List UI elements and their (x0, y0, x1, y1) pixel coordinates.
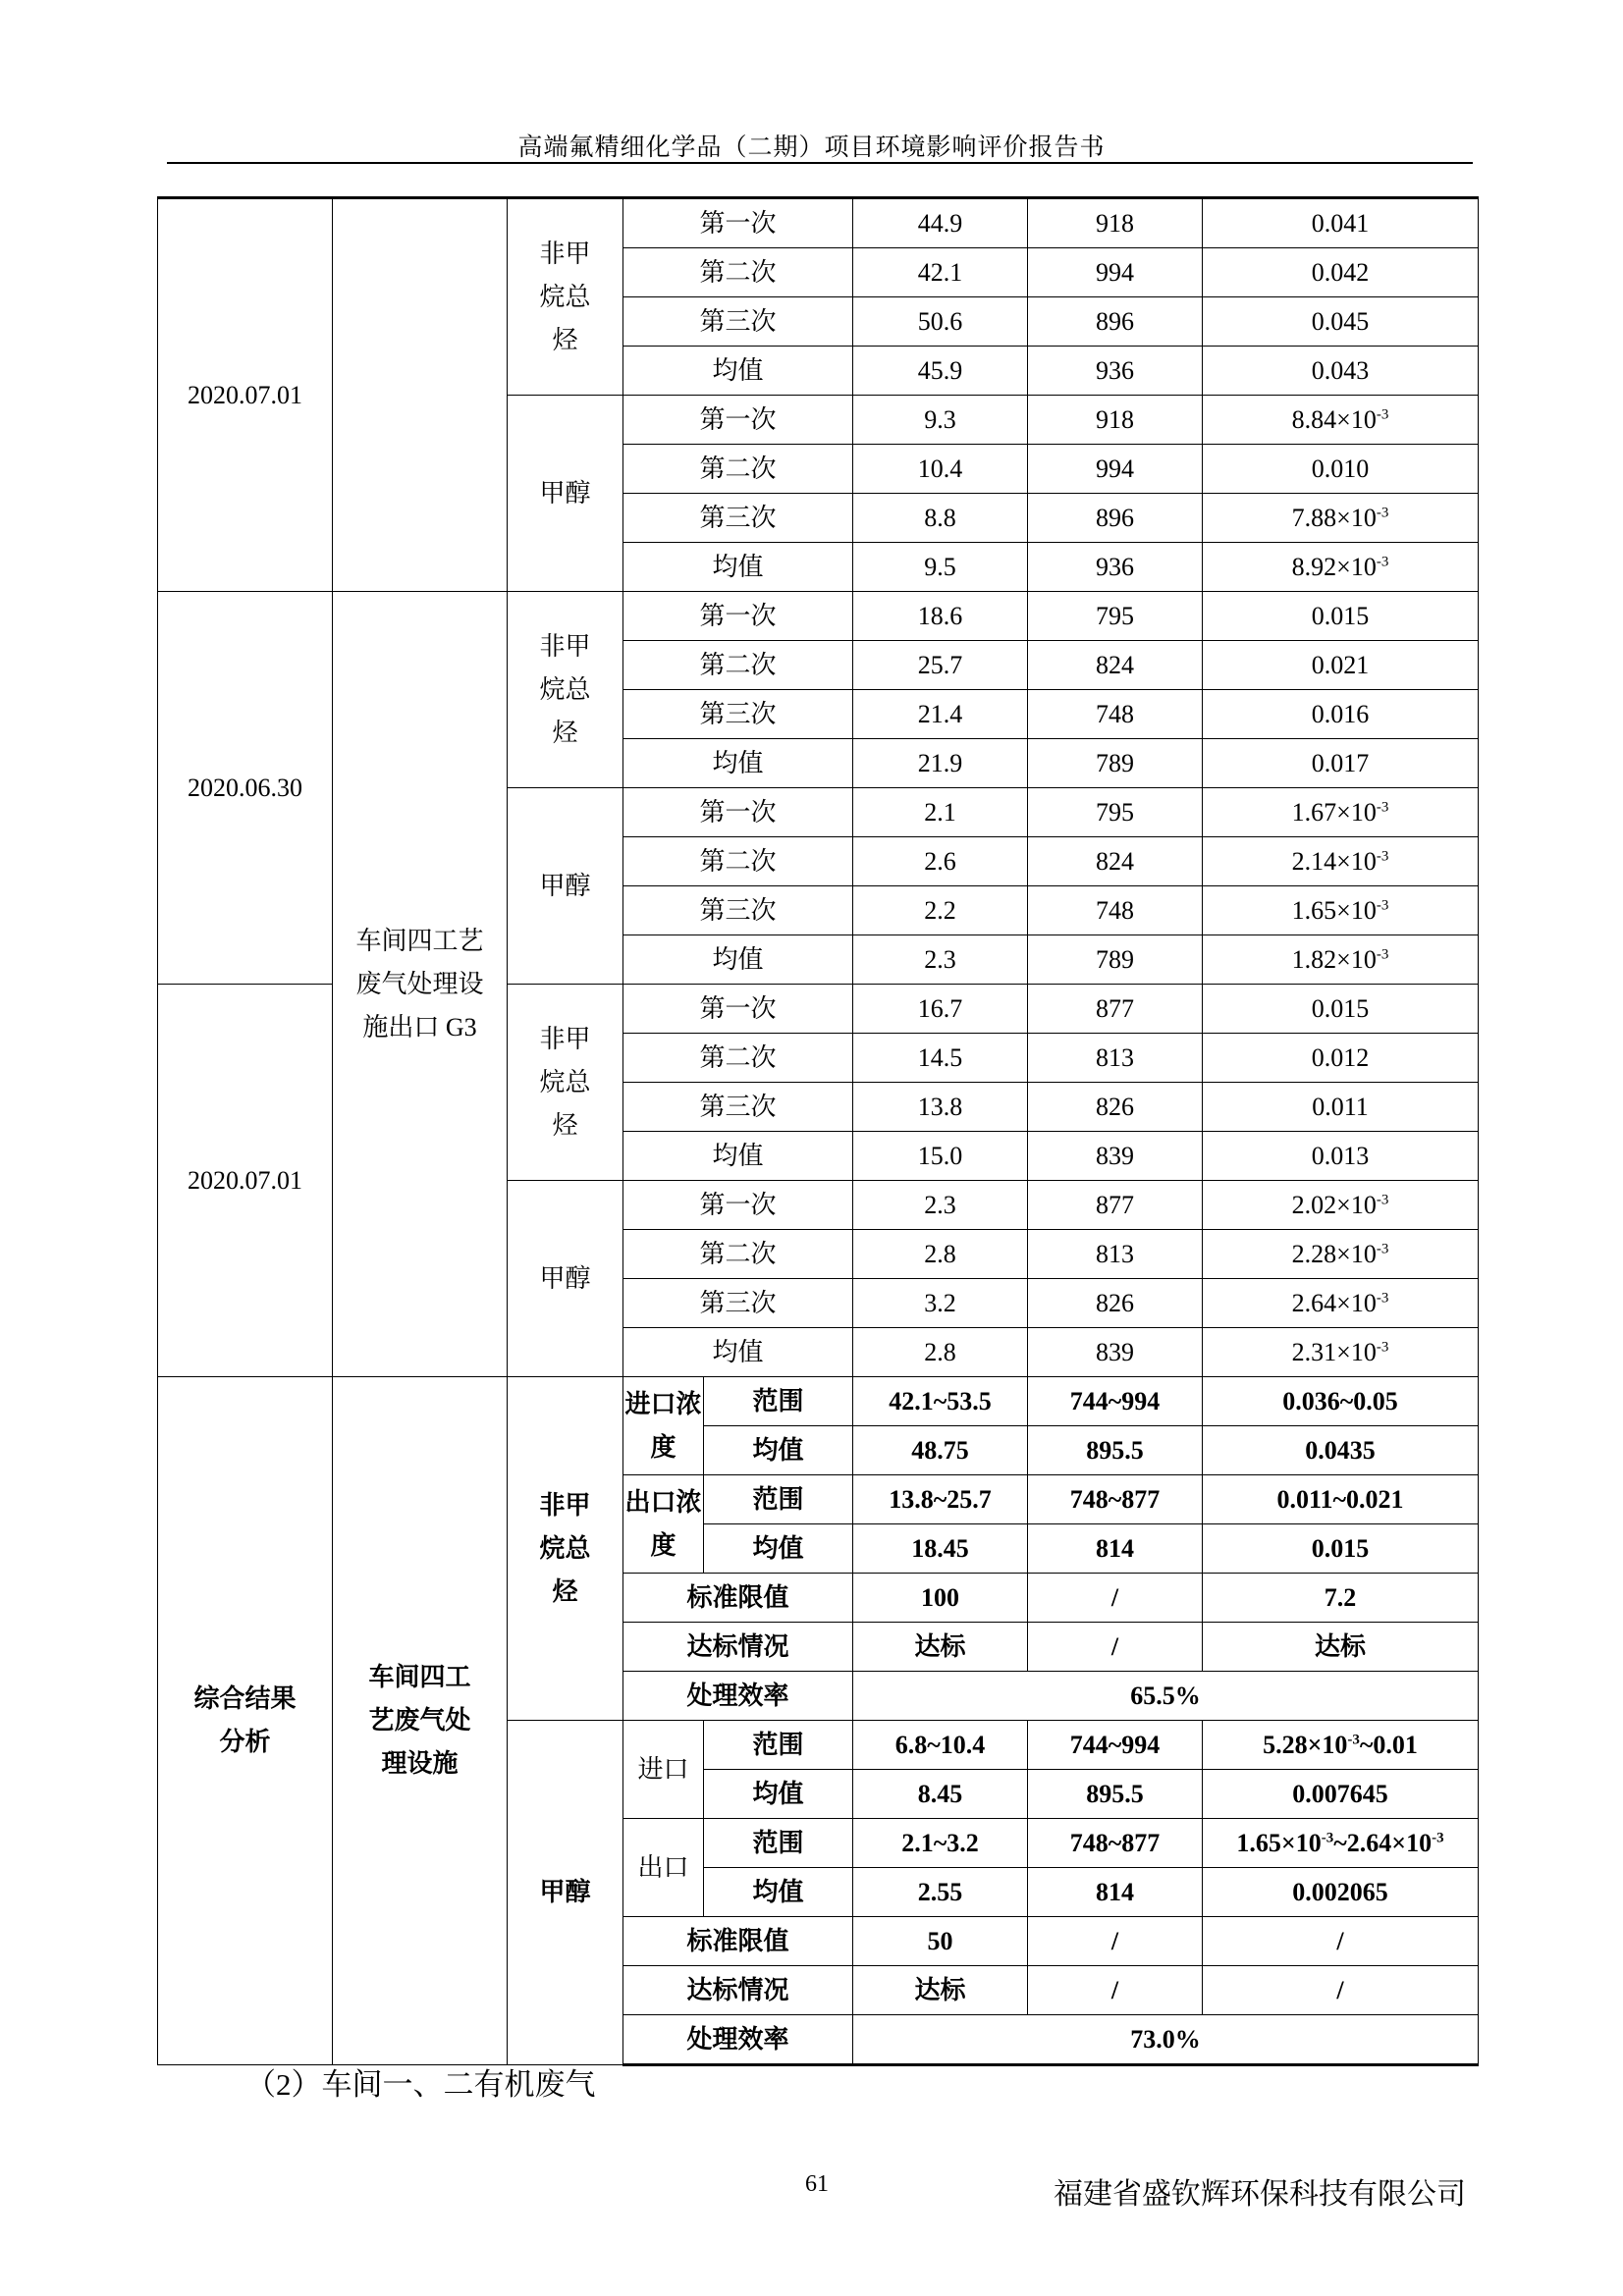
concentration-cell: 16.7 (853, 985, 1028, 1034)
footer-company: 福建省盛钦辉环保科技有限公司 (1054, 2178, 1466, 2211)
cell-text-line: 烃 (552, 1576, 578, 1606)
summary-value-cell: / (1028, 1623, 1203, 1672)
cell-text-line: 非甲 (539, 239, 591, 268)
standard-limit-label: 标准限值 (623, 1917, 853, 1966)
inlet-cell: 进口 (623, 1721, 704, 1819)
concentration-cell: 21.4 (853, 690, 1028, 739)
emission-rate-cell: 0.042 (1203, 248, 1479, 297)
summary-value-cell: 13.8~25.7 (853, 1475, 1028, 1524)
flow-rate-cell: 839 (1028, 1328, 1203, 1377)
mean-label-cell: 均值 (704, 1426, 853, 1475)
value-base: 1.65×10 (1236, 1828, 1322, 1857)
sample-date-cell: 2020.07.01 (158, 985, 333, 1377)
concentration-cell: 2.8 (853, 1230, 1028, 1279)
summary-value-cell: 895.5 (1028, 1426, 1203, 1475)
sample-label-cell: 均值 (623, 1328, 853, 1377)
sample-label-cell: 第二次 (623, 248, 853, 297)
sample-label-cell: 第一次 (623, 198, 853, 248)
concentration-cell: 50.6 (853, 297, 1028, 347)
efficiency-label: 处理效率 (623, 2015, 853, 2065)
monitoring-results-table (157, 196, 1479, 2066)
concentration-cell: 14.5 (853, 1034, 1028, 1083)
range-label-cell: 范围 (704, 1475, 853, 1524)
sample-label-cell: 第三次 (623, 886, 853, 935)
concentration-cell: 42.1 (853, 248, 1028, 297)
mean-label-cell: 均值 (704, 1868, 853, 1917)
summary-value-cell: 50 (853, 1917, 1028, 1966)
flow-rate-cell: 824 (1028, 837, 1203, 886)
flow-rate-cell: 918 (1028, 396, 1203, 445)
summary-value-cell: 0.007645 (1203, 1770, 1479, 1819)
facility-cell (333, 592, 508, 1377)
cell-text-line: 非甲 (539, 631, 591, 661)
sample-label-cell: 均值 (623, 739, 853, 788)
summary-value-cell: 748~877 (1028, 1475, 1203, 1524)
cell-text-line: 施出口 G3 (362, 1012, 477, 1041)
cell-text-line: 烷总 (539, 1533, 591, 1563)
summary-value-cell (1203, 1721, 1479, 1770)
value-exponent: -3 (1376, 896, 1389, 913)
concentration-cell: 2.1 (853, 788, 1028, 837)
flow-rate-cell: 936 (1028, 543, 1203, 592)
summary-value-cell: 达标 (1203, 1623, 1479, 1672)
emission-rate-cell (1203, 1181, 1479, 1230)
value-exponent: -3 (1347, 1731, 1360, 1747)
flow-rate-cell: 824 (1028, 641, 1203, 690)
summary-label-cell (158, 1377, 333, 2065)
summary-value-cell: 0.002065 (1203, 1868, 1479, 1917)
value-base: 2.14×10 (1291, 846, 1377, 876)
summary-value-cell: 0.015 (1203, 1524, 1479, 1574)
concentration-cell: 3.2 (853, 1279, 1028, 1328)
summary-value-cell: / (1028, 1574, 1203, 1623)
emission-rate-cell: 0.017 (1203, 739, 1479, 788)
flow-rate-cell: 896 (1028, 297, 1203, 347)
value-base: 0.010 (1311, 454, 1370, 483)
emission-rate-cell: 0.015 (1203, 985, 1479, 1034)
emission-rate-cell (1203, 788, 1479, 837)
value-exponent: -3 (1321, 1829, 1334, 1845)
value-base: ~0.01 (1359, 1730, 1418, 1759)
summary-value-cell: / (1028, 1917, 1203, 1966)
page-number: 61 (805, 2171, 829, 2197)
emission-rate-cell (1203, 543, 1479, 592)
flow-rate-cell: 748 (1028, 690, 1203, 739)
flow-rate-cell: 748 (1028, 886, 1203, 935)
summary-value-cell: 7.2 (1203, 1574, 1479, 1623)
concentration-cell: 2.3 (853, 935, 1028, 985)
summary-value-cell: 2.1~3.2 (853, 1819, 1028, 1868)
value-base: 8.84×10 (1291, 404, 1377, 434)
sample-date-cell: 2020.07.01 (158, 198, 333, 592)
summary-value-cell: 0.0435 (1203, 1426, 1479, 1475)
flow-rate-cell: 813 (1028, 1230, 1203, 1279)
summary-value-cell: 814 (1028, 1524, 1203, 1574)
concentration-cell: 9.5 (853, 543, 1028, 592)
summary-value-cell: 达标 (853, 1623, 1028, 1672)
emission-rate-cell: 0.012 (1203, 1034, 1479, 1083)
value-base: 5.28×10 (1263, 1730, 1348, 1759)
summary-value-cell: 42.1~53.5 (853, 1377, 1028, 1426)
sample-label-cell: 第三次 (623, 494, 853, 543)
value-base: 7.88×10 (1291, 503, 1377, 532)
sample-label-cell: 均值 (623, 935, 853, 985)
sample-label-cell: 第一次 (623, 985, 853, 1034)
cell-text-line: 进口浓 (624, 1389, 702, 1418)
value-exponent: -3 (1432, 1829, 1444, 1845)
value-base: 2.31×10 (1291, 1337, 1377, 1366)
cell-text-line: 烷总 (539, 282, 591, 311)
outlet-cell: 出口 (623, 1819, 704, 1917)
sample-date-cell: 2020.06.30 (158, 592, 333, 985)
compliance-label: 达标情况 (623, 1623, 853, 1672)
pollutant-cell-methanol: 甲醇 (508, 1181, 623, 1377)
summary-value-cell: 748~877 (1028, 1819, 1203, 1868)
sample-label-cell: 均值 (623, 543, 853, 592)
sample-label-cell: 第二次 (623, 641, 853, 690)
value-exponent: -3 (1376, 945, 1389, 962)
summary-value-cell: 814 (1028, 1868, 1203, 1917)
value-base: 2.64×10 (1291, 1288, 1377, 1317)
summary-facility-cell (333, 1377, 508, 2065)
flow-rate-cell: 896 (1028, 494, 1203, 543)
pollutant-cell-nmhc (508, 592, 623, 788)
outlet-concentration-cell (623, 1475, 704, 1574)
cell-text-line: 度 (650, 1432, 676, 1462)
emission-rate-cell: 0.043 (1203, 347, 1479, 396)
concentration-cell: 10.4 (853, 445, 1028, 494)
summary-value-cell: 2.55 (853, 1868, 1028, 1917)
emission-rate-cell: 0.016 (1203, 690, 1479, 739)
summary-value-cell: 48.75 (853, 1426, 1028, 1475)
summary-pollutant-nmhc (508, 1377, 623, 1721)
emission-rate-cell: 0.013 (1203, 1132, 1479, 1181)
emission-rate-cell (1203, 886, 1479, 935)
flow-rate-cell: 839 (1028, 1132, 1203, 1181)
cell-text-line: 非甲 (539, 1490, 591, 1520)
cell-text-line: 车间四工 (368, 1663, 471, 1691)
emission-rate-cell: 0.041 (1203, 198, 1479, 248)
efficiency-value: 73.0% (853, 2015, 1479, 2065)
concentration-cell: 15.0 (853, 1132, 1028, 1181)
summary-value-cell: 744~994 (1028, 1377, 1203, 1426)
value-exponent: -3 (1376, 504, 1389, 520)
emission-rate-cell (1203, 1328, 1479, 1377)
standard-limit-label: 标准限值 (623, 1574, 853, 1623)
value-exponent: -3 (1376, 798, 1389, 815)
cell-text-line: 烷总 (539, 1067, 591, 1096)
concentration-cell: 13.8 (853, 1083, 1028, 1132)
sample-label-cell: 第一次 (623, 788, 853, 837)
cell-text-line: 烃 (552, 1110, 578, 1140)
summary-value-cell: 100 (853, 1574, 1028, 1623)
value-exponent: -3 (1376, 1240, 1389, 1256)
inlet-concentration-cell (623, 1377, 704, 1475)
sample-label-cell: 第三次 (623, 1083, 853, 1132)
header-rule (167, 162, 1473, 164)
concentration-cell: 2.2 (853, 886, 1028, 935)
cell-text-line: 出口浓 (624, 1487, 702, 1517)
document-header-title: 高端氟精细化学品（二期）项目环境影响评价报告书 (517, 134, 1106, 161)
concentration-cell: 2.8 (853, 1328, 1028, 1377)
cell-text-line: 理设施 (381, 1749, 459, 1778)
cell-text-line: 车间四工艺 (355, 926, 484, 955)
pollutant-cell-methanol: 甲醇 (508, 396, 623, 592)
table-row (158, 592, 1479, 641)
flow-rate-cell: 795 (1028, 788, 1203, 837)
value-base: ~2.64×10 (1333, 1828, 1433, 1857)
flow-rate-cell: 877 (1028, 985, 1203, 1034)
summary-value-cell: 895.5 (1028, 1770, 1203, 1819)
flow-rate-cell: 826 (1028, 1083, 1203, 1132)
summary-value-cell: / (1028, 1966, 1203, 2015)
range-label-cell: 范围 (704, 1721, 853, 1770)
value-exponent: -3 (1376, 405, 1389, 422)
cell-text-line: 分析 (219, 1728, 271, 1756)
concentration-cell: 45.9 (853, 347, 1028, 396)
concentration-cell: 8.8 (853, 494, 1028, 543)
summary-value-cell: 达标 (853, 1966, 1028, 2015)
summary-value-cell: 0.036~0.05 (1203, 1377, 1479, 1426)
value-base: 1.67×10 (1291, 797, 1377, 827)
emission-rate-cell (1203, 1230, 1479, 1279)
sample-label-cell: 第三次 (623, 297, 853, 347)
cell-text-line: 综合结果 (193, 1684, 297, 1713)
cell-text-line: 非甲 (539, 1024, 591, 1053)
flow-rate-cell: 994 (1028, 248, 1203, 297)
summary-value-cell: 0.011~0.021 (1203, 1475, 1479, 1524)
flow-rate-cell: 813 (1028, 1034, 1203, 1083)
sample-label-cell: 第二次 (623, 837, 853, 886)
sample-label-cell: 第二次 (623, 1034, 853, 1083)
value-base: 2.02×10 (1291, 1190, 1377, 1219)
sample-label-cell: 第二次 (623, 1230, 853, 1279)
sample-label-cell: 第一次 (623, 592, 853, 641)
emission-rate-cell: 0.015 (1203, 592, 1479, 641)
summary-value-cell (1203, 1819, 1479, 1868)
emission-rate-cell (1203, 396, 1479, 445)
efficiency-value: 65.5% (853, 1672, 1479, 1721)
sample-label-cell: 均值 (623, 347, 853, 396)
summary-value-cell: 18.45 (853, 1524, 1028, 1574)
value-base: 2.28×10 (1291, 1239, 1377, 1268)
cell-text-line: 废气处理设 (355, 969, 484, 998)
summary-value-cell: 6.8~10.4 (853, 1721, 1028, 1770)
value-exponent: -3 (1376, 1191, 1389, 1207)
section-heading: （2）车间一、二有机废气 (245, 2067, 596, 2102)
emission-rate-cell: 0.045 (1203, 297, 1479, 347)
pollutant-cell-nmhc (508, 198, 623, 396)
range-label-cell: 范围 (704, 1819, 853, 1868)
emission-rate-cell (1203, 837, 1479, 886)
flow-rate-cell: 877 (1028, 1181, 1203, 1230)
value-exponent: -3 (1376, 1289, 1389, 1306)
summary-value-cell: 744~994 (1028, 1721, 1203, 1770)
summary-value-cell: / (1203, 1966, 1479, 2015)
value-exponent: -3 (1376, 847, 1389, 864)
emission-rate-cell: 0.021 (1203, 641, 1479, 690)
emission-rate-cell (1203, 494, 1479, 543)
summary-value-cell: / (1203, 1917, 1479, 1966)
pollutant-cell-methanol: 甲醇 (508, 788, 623, 985)
sample-label-cell: 第三次 (623, 1279, 853, 1328)
summary-pollutant-methanol: 甲醇 (508, 1721, 623, 2065)
cell-text-line: 艺废气处 (368, 1706, 471, 1735)
facility-cell-blank (333, 198, 508, 592)
summary-row (158, 1377, 1479, 1426)
emission-rate-cell (1203, 935, 1479, 985)
concentration-cell: 25.7 (853, 641, 1028, 690)
table-row (158, 198, 1479, 248)
flow-rate-cell: 795 (1028, 592, 1203, 641)
flow-rate-cell: 789 (1028, 739, 1203, 788)
concentration-cell: 2.6 (853, 837, 1028, 886)
concentration-cell: 18.6 (853, 592, 1028, 641)
sample-label-cell: 第一次 (623, 396, 853, 445)
mean-label-cell: 均值 (704, 1770, 853, 1819)
sample-label-cell: 第二次 (623, 445, 853, 494)
concentration-cell: 44.9 (853, 198, 1028, 248)
value-base: 8.92×10 (1291, 552, 1377, 581)
concentration-cell: 9.3 (853, 396, 1028, 445)
cell-text-line: 烃 (552, 718, 578, 747)
sample-label-cell: 均值 (623, 1132, 853, 1181)
mean-label-cell: 均值 (704, 1524, 853, 1574)
summary-value-cell: 8.45 (853, 1770, 1028, 1819)
efficiency-label: 处理效率 (623, 1672, 853, 1721)
compliance-label: 达标情况 (623, 1966, 853, 2015)
concentration-cell: 2.3 (853, 1181, 1028, 1230)
value-exponent: -3 (1376, 553, 1389, 569)
emission-rate-cell (1203, 1279, 1479, 1328)
flow-rate-cell: 789 (1028, 935, 1203, 985)
pollutant-cell-nmhc (508, 985, 623, 1181)
sample-label-cell: 第三次 (623, 690, 853, 739)
emission-rate-cell (1203, 445, 1479, 494)
flow-rate-cell: 918 (1028, 198, 1203, 248)
cell-text-line: 烷总 (539, 674, 591, 704)
cell-text-line: 烃 (552, 325, 578, 354)
range-label-cell: 范围 (704, 1377, 853, 1426)
sample-label-cell: 第一次 (623, 1181, 853, 1230)
value-exponent: -3 (1376, 1338, 1389, 1355)
value-base: 1.82×10 (1291, 944, 1377, 974)
emission-rate-cell: 0.011 (1203, 1083, 1479, 1132)
value-base: 1.65×10 (1291, 895, 1377, 925)
flow-rate-cell: 936 (1028, 347, 1203, 396)
concentration-cell: 21.9 (853, 739, 1028, 788)
cell-text-line: 度 (650, 1530, 676, 1560)
flow-rate-cell: 826 (1028, 1279, 1203, 1328)
flow-rate-cell: 994 (1028, 445, 1203, 494)
